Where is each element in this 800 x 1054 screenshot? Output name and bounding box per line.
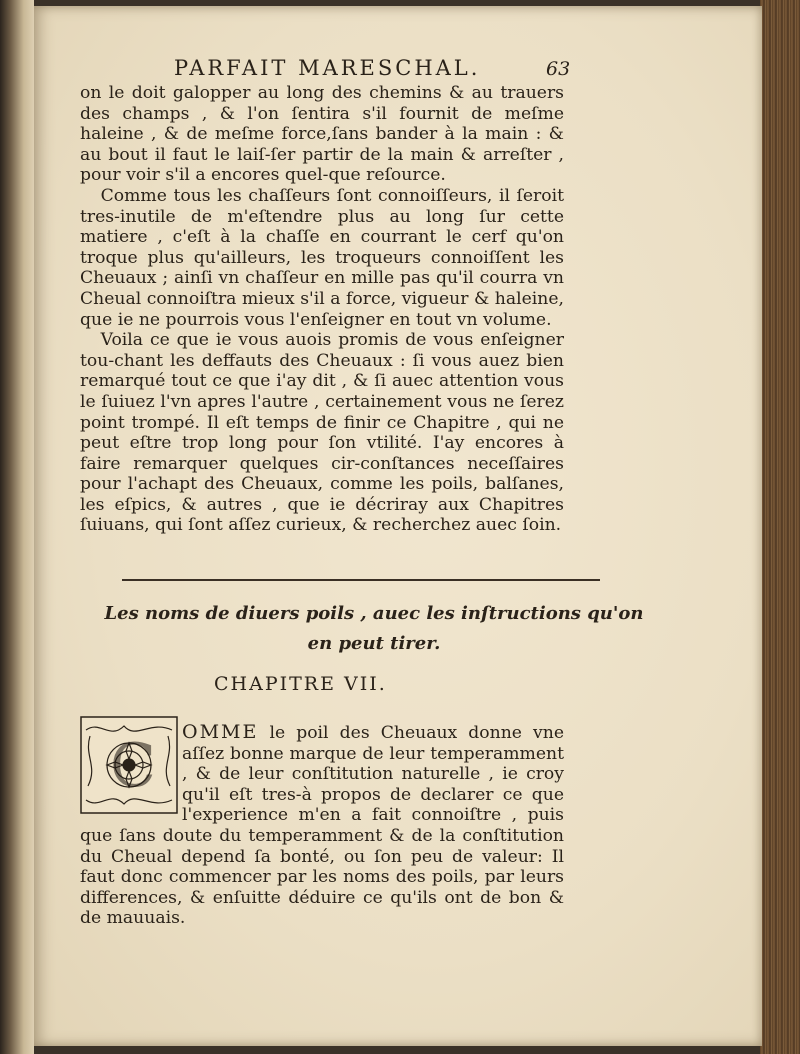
opening-small-caps: OMME <box>182 721 259 743</box>
book-page <box>34 6 762 1046</box>
running-header <box>34 56 762 86</box>
chapter-heading-line: Les noms de diuers poils , auec les inſtructions qu'on <box>104 603 644 624</box>
page-number: 63 <box>546 58 571 80</box>
chapter-heading-line: en peut tirer. <box>307 633 441 654</box>
paragraph: Comme tous les chaſſeurs ſont connoiſſeurs, il ſeroit tres-inutile de m'eſtendre plus au long ſur cette matiere , c'eſt à la chaſſe en courrant le cerf qu'on troque plus qu'ailleurs, les troqueurs connoiſſent les Cheuaux ; ainſi vn chaſſeur en mille pas qu'il courra vn Cheual connoiſtra mieux s'il a force, vigueur & haleine, que ie ne pourrois vous l'enſeigner en tout vn volume. <box>80 185 564 330</box>
running-title: PARFAIT MARESCHAL. <box>174 56 481 80</box>
chapter-text: le poil des Cheuaux donne vne aſſez bonne marque de leur temperamment , & de leur conſtitution naturelle , ie croy qu'il eſt tres-à propos de declarer ce que l'experience m'en a fait connoiſtre , puis que ſans doute du temperamment & de la conſtitution du Cheual depend ſa bonté, ou ſon peu de valeur: Il faut donc commencer par les noms des poils, par leurs differences, & enſuitte déduire ce qu'ils ont de bon & de mauuais. <box>80 723 564 929</box>
initial-letter: C <box>110 731 156 801</box>
body-text <box>80 83 564 536</box>
book-binding-left <box>0 0 34 1054</box>
paragraph: on le doit galopper au long des chemins & au trauers des champs , & l'on ſentira s'il fournit de meſme haleine , & de meſme force,ſans bander à la main : & au bout il faut le laiſ-ſer partir de la main & arreſter , pour voir s'il a encores quel-que reſource. <box>80 83 564 186</box>
book-page-edges-right <box>760 0 800 1054</box>
chapter-number: CHAPITRE VII. <box>214 673 387 695</box>
chapter-body-text <box>80 722 564 929</box>
chapter-heading <box>94 599 654 659</box>
section-divider <box>122 579 600 581</box>
paragraph: Voila ce que ie vous auois promis de vous enſeigner tou-chant les deffauts des Cheuaux : ſi vous auez bien remarqué tout ce que i'ay dit , & ſi auec attention vous le ſuiuez l'vn apres l'autre , certainement vous ne ſerez point trompé. Il eſt temps de finir ce Chapitre , qui ne peut eſtre trop long pour ſon vtilité. I'ay encores à faire remarquer quelques cir-conſtances neceſſaires pour l'achapt des Cheuaux, comme les poils, balſanes, les eſpics, & autres , que ie décriray aux Chapitres ſuiuans, qui ſont aſſez curieux, & recherchez auec ſoin. <box>80 330 564 536</box>
